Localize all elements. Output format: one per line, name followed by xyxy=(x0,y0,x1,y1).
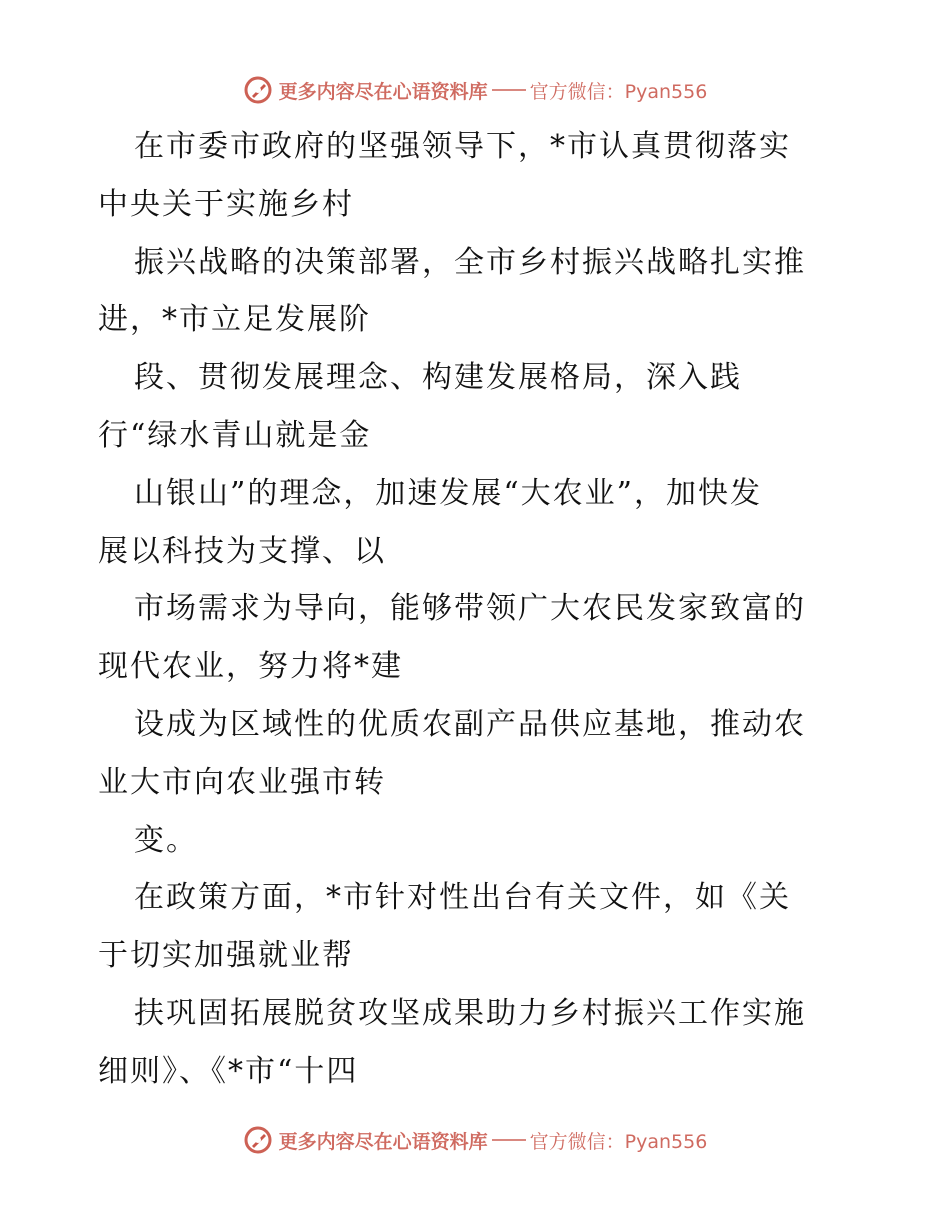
text-line: 在市委市政府的坚强领导下，*市认真贯彻落实 xyxy=(134,129,791,164)
document-body xyxy=(98,118,858,1101)
text-line: 于切实加强就业帮 xyxy=(98,938,354,974)
text-line: 现代农业，努力将*建 xyxy=(98,649,403,685)
quill-pen-circle-icon xyxy=(243,75,273,105)
watermark-text: 更多内容尽在心语资料库 xyxy=(278,1130,488,1153)
text-line: 山银山”的理念，加速发展“大农业”，加快发 xyxy=(134,475,763,511)
text-line: 振兴战略的决策部署，全市乡村振兴战略扎实推 xyxy=(134,244,806,280)
text-line: 业大市向农业强市转 xyxy=(98,764,386,800)
text-line: 变。 xyxy=(134,822,198,858)
text-line: 在政策方面，*市针对性出台有关文件，如《关 xyxy=(134,880,791,916)
quill-pen-circle-icon xyxy=(243,1125,273,1155)
text-line: 市场需求为导向，能够带领广大农民发家致富的 xyxy=(134,591,806,627)
text-line: 展以科技为支撑、以 xyxy=(98,533,386,569)
watermark-dash xyxy=(492,1139,526,1141)
header-watermark xyxy=(0,70,950,110)
text-line: 设成为区域性的优质农副产品供应基地，推动农 xyxy=(134,706,806,742)
footer-watermark xyxy=(0,1120,950,1160)
watermark-text: 更多内容尽在心语资料库 xyxy=(278,80,488,103)
text-line: 进，*市立足发展阶 xyxy=(98,302,371,338)
watermark-wechat: 官方微信：Pyan556 xyxy=(529,1130,708,1153)
watermark-dash xyxy=(492,89,526,91)
text-line: 段、贯彻发展理念、构建发展格局，深入践 xyxy=(134,360,742,396)
text-line: 行“绿水青山就是金 xyxy=(98,417,372,453)
text-line: 中央关于实施乡村 xyxy=(98,186,354,222)
text-line: 扶巩固拓展脱贫攻坚成果助力乡村振兴工作实施 xyxy=(134,995,806,1031)
text-line: 细则》、《*市“十四 xyxy=(98,1053,359,1089)
watermark-wechat: 官方微信：Pyan556 xyxy=(529,80,708,103)
